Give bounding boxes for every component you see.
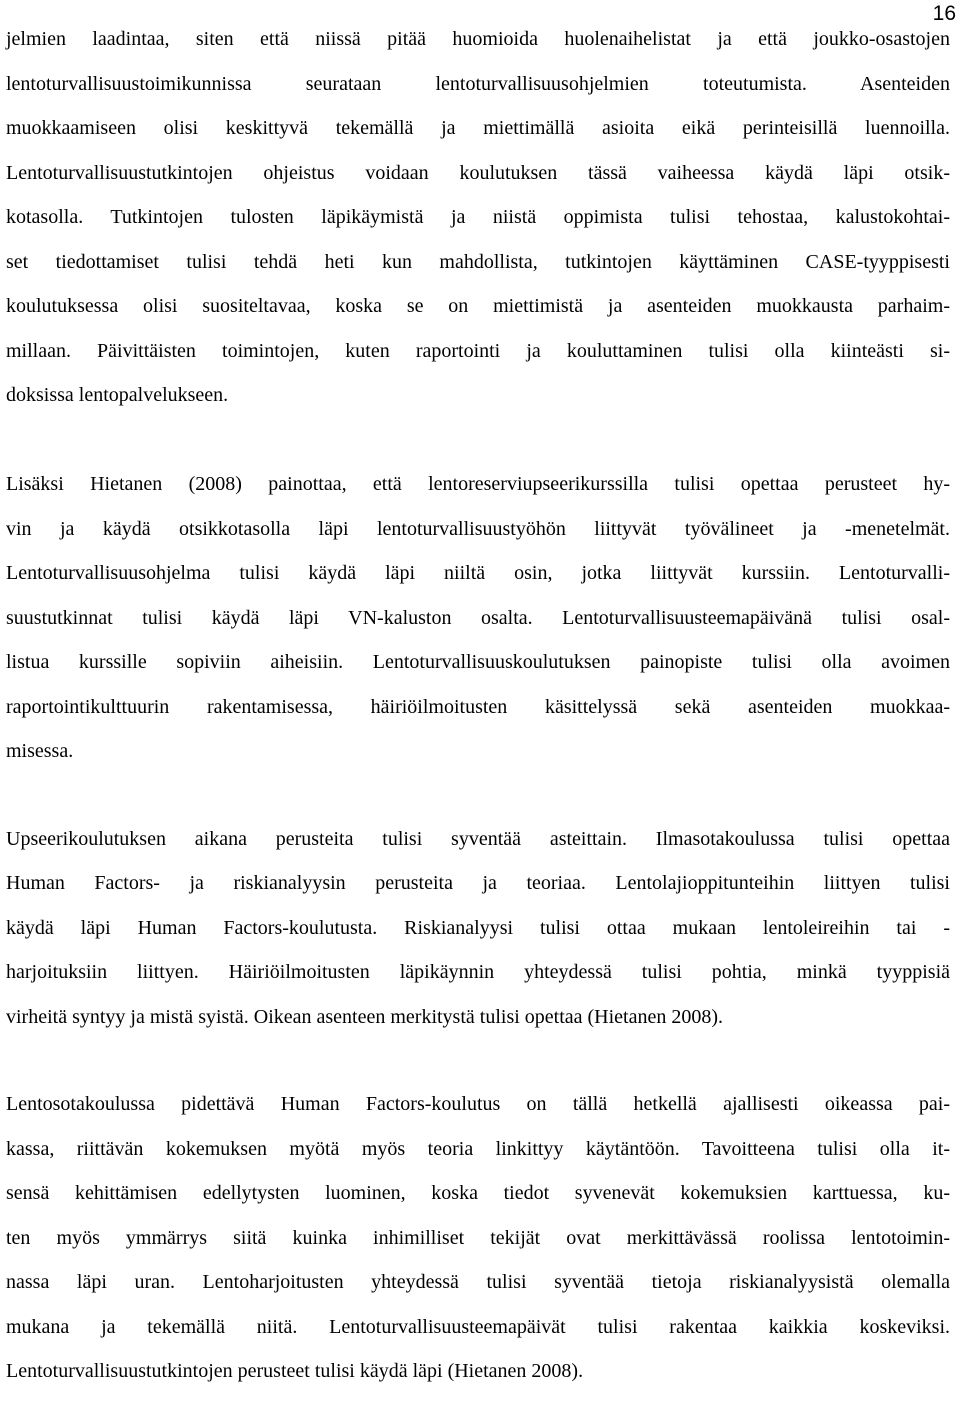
- text-line: ten myös ymmärrys siitä kuinka inhimilliset tekijät ovat merkittävässä roolissa lentotoimin-: [6, 1226, 950, 1249]
- text-line: sensä kehittämisen edellytysten luominen, koska tiedot syvenevät kokemuksien karttuessa, ku-: [6, 1182, 950, 1204]
- text-line: jelmien laadintaa, siten että niissä pitää huomioida huolenaihelistat ja että joukko-osastojen: [6, 28, 950, 50]
- text-line: Upseerikoulutuksen aikana perusteita tulisi syventää asteittain. Ilmasotakoulussa tulisi opettaa: [6, 827, 950, 850]
- text-line: Human Factors- ja riskianalyysin perusteita ja teoriaa. Lentolajioppitunteihin liittyen tulisi: [6, 872, 950, 894]
- text-line: suustutkinnat tulisi käydä läpi VN-kaluston osalta. Lentoturvallisuusteemapäivänä tulisi osal-: [6, 606, 950, 629]
- text-line: set tiedottamiset tulisi tehdä heti kun mahdollista, tutkintojen käyttäminen CASE-tyyppisesti: [6, 250, 950, 273]
- paragraph-gap: [6, 418, 950, 463]
- text-line: käydä läpi Human Factors-koulutusta. Riskianalyysi tulisi ottaa mukaan lentoleireihin tai -: [6, 916, 950, 939]
- text-line: kotasolla. Tutkintojen tulosten läpikäymistä ja niistä oppimista tulisi tehostaa, kalustokohtai-: [6, 206, 950, 228]
- text-line: kassa, riittävän kokemuksen myötä myös teoria linkittyy käytäntöön. Tavoitteena tulisi olla it-: [6, 1137, 950, 1160]
- text-line: listua kurssille sopiviin aiheisiin. Lentoturvallisuuskoulutuksen painopiste tulisi olla avoimen: [6, 651, 950, 673]
- text-line: vin ja käydä otsikkotasolla läpi lentoturvallisuustyöhön liittyvät työvälineet ja -menetelmät.: [6, 517, 950, 540]
- text-line: millaan. Päivittäisten toimintojen, kuten raportointi ja kouluttaminen tulisi olla kiinteästi si-: [6, 339, 950, 362]
- text-line: Lentoturvallisuusohjelma tulisi käydä läpi niiltä osin, jotka liittyvät kurssiin. Lentoturvalli-: [6, 562, 950, 584]
- text-line: koulutuksessa olisi suositeltavaa, koska se on miettimistä ja asenteiden muokkausta parhaim-: [6, 295, 950, 317]
- paragraph-2: [6, 462, 950, 774]
- page-number: 16: [932, 2, 956, 25]
- text-line: misessa.: [6, 740, 74, 762]
- paragraph-gap: [6, 774, 950, 817]
- text-line: nassa läpi uran. Lentoharjoitusten yhteydessä tulisi syventää tietoja riskianalyysistä olemalla: [6, 1271, 950, 1293]
- text-line: doksissa lentopalvelukseen.: [6, 384, 229, 406]
- text-line: Lentoturvallisuustutkintojen ohjeistus voidaan koulutuksen tässä vaiheessa käydä läpi otsik-: [6, 161, 950, 184]
- text-line: Lentosotakoulussa pidettävä Human Factors-koulutus on tällä hetkellä ajallisesti oikeassa pai-: [6, 1093, 950, 1115]
- paragraph-1: [6, 17, 950, 418]
- text-line: virheitä syntyy ja mistä syistä. Oikean asenteen merkitystä tulisi opettaa (Hietanen 2008).: [6, 1005, 724, 1028]
- text-line: lentoturvallisuustoimikunnissa seurataan lentoturvallisuusohjelmien toteutumista. Asenteiden: [6, 72, 950, 95]
- text-line: muokkaamiseen olisi keskittyvä tekemällä ja miettimällä asioita eikä perinteisillä luennoilla.: [6, 117, 950, 139]
- text-line: harjoituksiin liittyen. Häiriöilmoitusten läpikäynnin yhteydessä tulisi pohtia, minkä tyyppisiä: [6, 961, 950, 983]
- paragraph-4: [6, 1082, 950, 1394]
- text-line: Lentoturvallisuustutkintojen perusteet tulisi käydä läpi (Hietanen 2008).: [6, 1360, 584, 1382]
- paragraph-3: [6, 817, 950, 1040]
- paragraph-gap: [6, 1039, 950, 1082]
- document-body: [6, 17, 950, 1394]
- text-line: mukana ja tekemällä niitä. Lentoturvallisuusteemapäivät tulisi rakentaa kaikkia koskeviksi.: [6, 1315, 950, 1338]
- text-line: raportointikulttuurin rakentamisessa, häiriöilmoitusten käsittelyssä sekä asenteiden muokkaa-: [6, 695, 950, 718]
- text-line: Lisäksi Hietanen (2008) painottaa, että lentoreserviupseerikurssilla tulisi opettaa perusteet hy-: [6, 473, 950, 495]
